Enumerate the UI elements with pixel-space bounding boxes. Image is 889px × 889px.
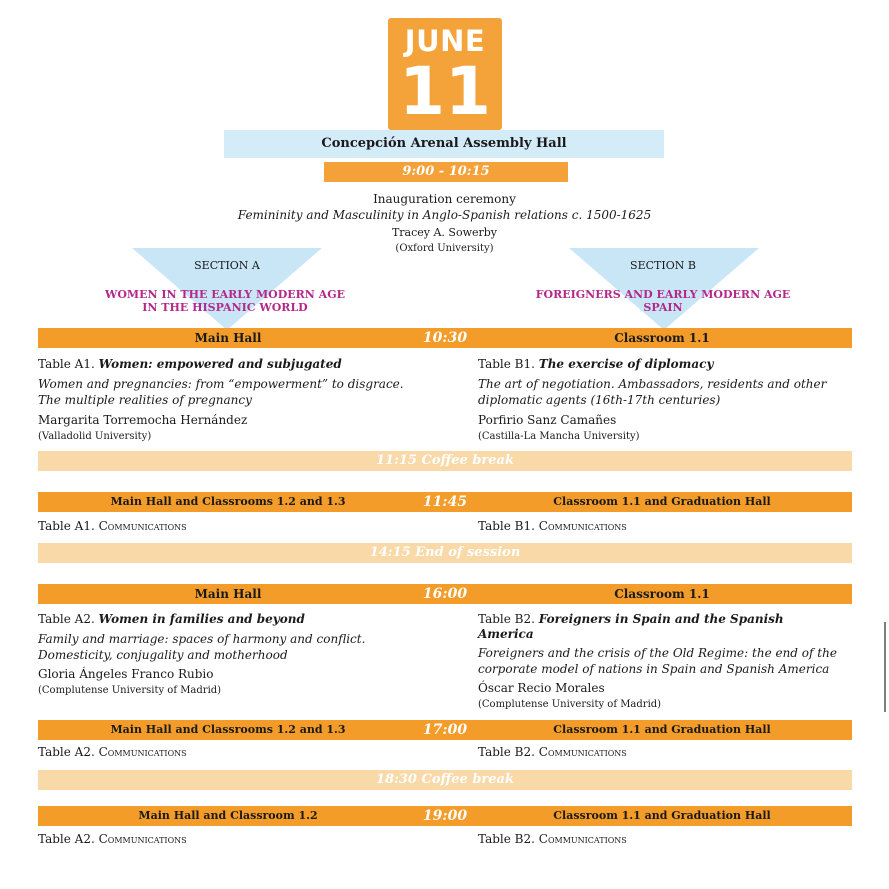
- table-id: Table A2.: [38, 745, 95, 759]
- slot3-right-room: Classroom 1.1: [614, 587, 710, 601]
- slot1-left-table: [38, 357, 468, 372]
- communications-label: Communications: [98, 832, 187, 846]
- section-a-title: [70, 288, 380, 314]
- slot2-right-room: Classroom 1.1 and Graduation Hall: [553, 495, 771, 508]
- slot4-left-room: Main Hall and Classrooms 1.2 and 1.3: [110, 723, 346, 736]
- communications-label: Communications: [538, 832, 627, 846]
- table-id: Table A1.: [38, 519, 95, 533]
- slot3-right-talk1: Foreigners and the crisis of the Old Regime: the end of the: [478, 646, 837, 660]
- date-badge: [388, 18, 502, 130]
- slot1-right-talk2: diplomatic agents (16th-17th centuries): [478, 393, 721, 407]
- slot3-right-talk2: corporate model of nations in Spain and Spanish America: [478, 662, 830, 676]
- communications-label: Communications: [538, 519, 627, 533]
- slot1-right-speaker: Porfirio Sanz Camañes: [478, 413, 617, 427]
- slot4-left-comm: [38, 745, 187, 759]
- section-b-title-line2: SPAIN: [643, 301, 683, 314]
- slot3-left-speaker: Gloria Ángeles Franco Rubio: [38, 667, 214, 681]
- table-id: Table A1.: [38, 357, 95, 371]
- communications-label: Communications: [98, 519, 187, 533]
- slot2-bar: [38, 492, 852, 512]
- slot1-left-talk2: The multiple realities of pregnancy: [38, 393, 252, 407]
- slot1-left-room: Main Hall: [194, 331, 262, 345]
- slot5-right-comm: [478, 832, 627, 846]
- slot4-right-room: Classroom 1.1 and Graduation Hall: [553, 723, 771, 736]
- slot5-left-comm: [38, 832, 187, 846]
- section-a-title-line2: IN THE HISPANIC WORLD: [142, 301, 308, 314]
- slot4-right-comm: [478, 745, 627, 759]
- table-title: The exercise of diplomacy: [538, 357, 714, 371]
- slot4-bar: [38, 720, 852, 740]
- table-id: Table B2.: [478, 745, 535, 759]
- slot1-time: 10:30: [422, 330, 468, 346]
- slot3-left-room: Main Hall: [194, 587, 262, 601]
- section-b-title: [508, 288, 818, 314]
- slot3-left-table: [38, 612, 468, 627]
- slot1-right-affiliation: (Castilla-La Mancha University): [478, 431, 640, 442]
- slot1-left-speaker: Margarita Torremocha Hernández: [38, 413, 248, 427]
- coffee-break-1: 11:15 Coffee break: [38, 451, 852, 471]
- slot1-right-talk1: The art of negotiation. Ambassadors, residents and other: [478, 377, 827, 391]
- section-a-label: SECTION A: [194, 259, 260, 272]
- section-a-title-line1: WOMEN IN THE EARLY MODERN AGE: [105, 288, 345, 301]
- slot2-right-comm: [478, 519, 627, 533]
- page-edge-divider: [884, 622, 886, 712]
- slot3-right-affiliation: (Complutense University of Madrid): [478, 699, 662, 710]
- table-id: Table B2.: [478, 612, 535, 626]
- slot3-right-title-line2: America: [478, 627, 534, 641]
- section-b-title-line1: FOREIGNERS AND EARLY MODERN AGE: [535, 288, 791, 301]
- communications-label: Communications: [538, 745, 627, 759]
- table-title: Women: empowered and subjugated: [98, 357, 342, 371]
- table-id: Table A2.: [38, 832, 95, 846]
- slot3-left-talk2: Domesticity, conjugality and motherhood: [38, 648, 288, 662]
- slot5-bar: [38, 806, 852, 826]
- slot2-left-comm: [38, 519, 187, 533]
- table-id: Table B1.: [478, 357, 535, 371]
- end-of-session: 14:15 End of session: [38, 543, 852, 563]
- slot5-time: 19:00: [422, 808, 468, 824]
- slot3-time: 16:00: [422, 586, 468, 602]
- slot3-right-table: [478, 612, 858, 627]
- table-id: Table B1.: [478, 519, 535, 533]
- slot5-left-room: Main Hall and Classroom 1.2: [138, 809, 318, 822]
- slot2-time: 11:45: [422, 494, 468, 510]
- opening-subtitle: Femininity and Masculinity in Anglo-Spanish relations c. 1500-1625: [237, 208, 652, 222]
- slot1-right-room: Classroom 1.1: [614, 331, 710, 345]
- slot1-left-affiliation: (Valladolid University): [38, 431, 152, 442]
- date-day: 11: [399, 53, 491, 130]
- table-id: Table A2.: [38, 612, 95, 626]
- venue-banner: Concepción Arenal Assembly Hall: [224, 130, 664, 158]
- slot3-left-affiliation: (Complutense University of Madrid): [38, 685, 222, 696]
- opening-affiliation: (Oxford University): [395, 243, 494, 254]
- opening-title: Inauguration ceremony: [373, 192, 516, 206]
- slot5-right-room: Classroom 1.1 and Graduation Hall: [553, 809, 771, 822]
- slot3-left-talk1: Family and marriage: spaces of harmony and conflict.: [38, 632, 366, 646]
- opening-time: 9:00 - 10:15: [324, 162, 568, 182]
- date-month: JUNE: [404, 24, 486, 58]
- table-id: Table B2.: [478, 832, 535, 846]
- slot3-right-speaker: Óscar Recio Morales: [478, 681, 605, 695]
- slot1-right-table: [478, 357, 858, 372]
- slot1-bar: [38, 328, 852, 348]
- table-title: Women in families and beyond: [98, 612, 305, 626]
- section-b-label: SECTION B: [630, 259, 696, 272]
- slot2-left-room: Main Hall and Classrooms 1.2 and 1.3: [110, 495, 346, 508]
- slot4-time: 17:00: [422, 722, 468, 738]
- slot3-bar: [38, 584, 852, 604]
- table-title: Foreigners in Spain and the Spanish: [538, 612, 784, 626]
- communications-label: Communications: [98, 745, 187, 759]
- coffee-break-2: 18:30 Coffee break: [38, 770, 852, 790]
- slot1-left-talk1: Women and pregnancies: from “empowerment” to disgrace.: [38, 377, 404, 391]
- opening-speaker: Tracey A. Sowerby: [391, 226, 498, 239]
